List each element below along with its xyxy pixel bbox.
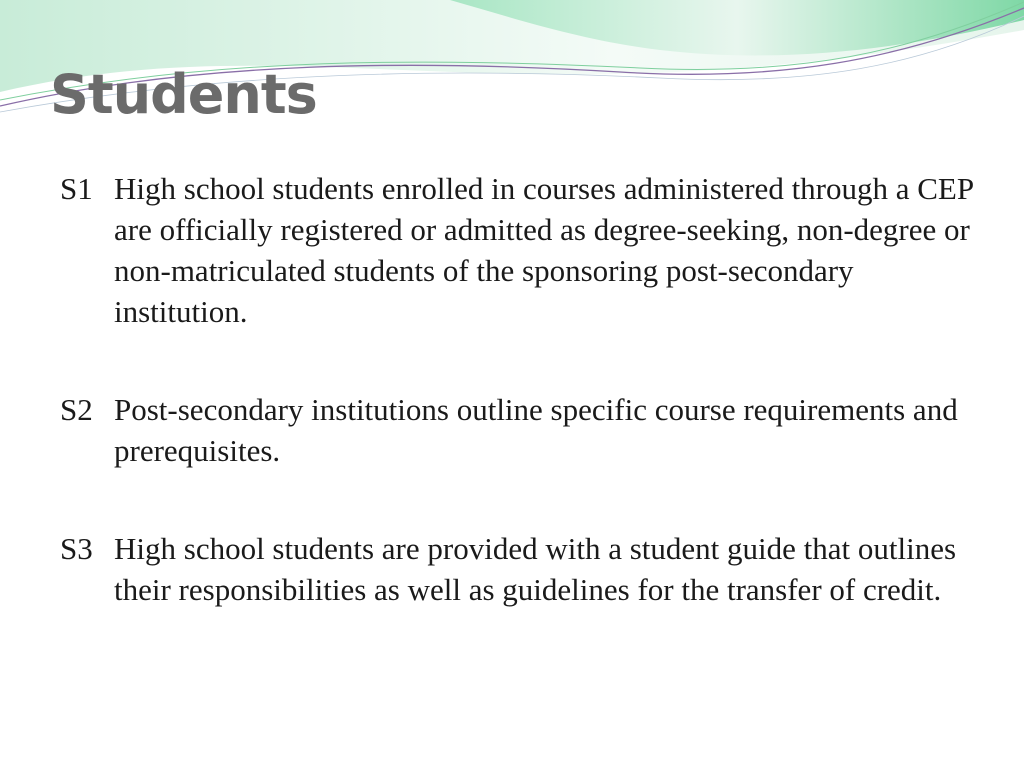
standards-list: [60, 168, 980, 610]
item-text: Post-secondary institutions outline specific course requirements and prerequisites.: [114, 392, 958, 468]
item-code: S2: [60, 392, 93, 427]
slide-title: Students: [50, 63, 317, 126]
item-text: High school students are provided with a student guide that outlines their responsibilities as well as guidelines for the transfer of credit.: [114, 531, 957, 607]
item-text: High school students enrolled in courses administered through a CEP are officially registered or admitted as degree-seeking, non-degree or non-matriculated students of the sponsoring post-secondary institution.: [114, 171, 973, 329]
item-code: S3: [60, 531, 93, 566]
item-code: S1: [60, 171, 93, 206]
list-item: [60, 389, 980, 471]
list-item: [60, 168, 980, 332]
list-item: [60, 528, 980, 610]
